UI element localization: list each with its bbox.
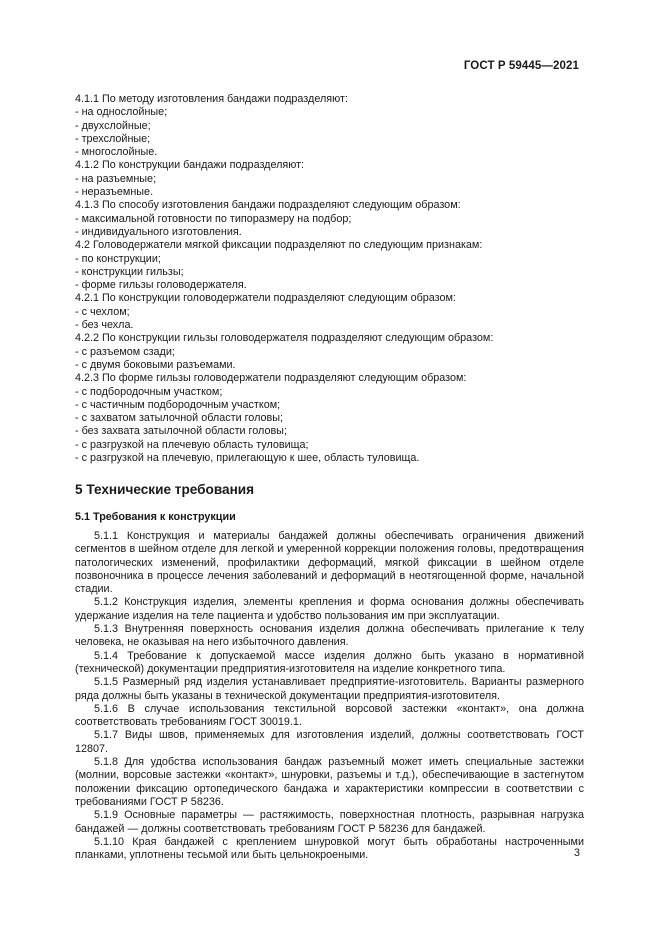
paragraph: 5.1.10 Края бандажей с креплением шнуровкой могут быть обработаны настроченными планками, уплотнены тесьмой или быть цельнокроеными. bbox=[75, 835, 584, 862]
list-line: - максимальной готовности по типоразмеру на подбор; bbox=[75, 212, 352, 225]
list-line: - без чехла. bbox=[75, 319, 134, 332]
list-line: 4.2.1 По конструкции головодержатели подразделяют следующим образом: bbox=[75, 292, 456, 305]
list-line: - неразъемные. bbox=[75, 186, 154, 199]
list-line: - конструкции гильзы; bbox=[75, 265, 184, 278]
list-line: - на разъемные; bbox=[75, 172, 157, 185]
paragraph: 5.1.1 Конструкция и материалы бандажей должны обеспечивать ограничения движений сегментов в шейном отделе для легкой и умеренной коррекции положения головы, предотвращения патологических изменений, профилактики деформаций, мягкой фиксации в шейном отделе позвоночника в процессе лечения заболеваний и деформаций в неотягощенной форме, начальной стадии. bbox=[75, 530, 584, 596]
paragraph: 5.1.5 Размерный ряд изделия устанавливает предприятие-изготовитель. Варианты размерного ряда должны быть указаны в технической документации предприятия-изготовителя. bbox=[75, 676, 584, 702]
list-line: 4.2 Головодержатели мягкой фиксации подразделяют по следующим признакам: bbox=[75, 239, 483, 252]
list-line: - по конструкции; bbox=[75, 252, 161, 265]
paragraph: 5.1.9 Основные параметры — растяжимость, поверхностная плотность, разрывная нагрузка бандажей — должны соответствовать требованиям ГОСТ Р 58236 для бандажей. bbox=[75, 809, 584, 835]
list-line: - с разъемом сзади; bbox=[75, 345, 175, 358]
list-line: 4.1.3 По способу изготовления бандажи подразделяют следующим образом: bbox=[75, 199, 461, 212]
list-line: 4.1.1 По методу изготовления бандажи подразделяют: bbox=[75, 93, 348, 105]
list-line: - с двумя боковыми разъемами. bbox=[75, 358, 236, 371]
list-line: 4.2.2 По конструкции гильзы головодержателя подразделяют следующим образом: bbox=[75, 332, 494, 345]
list-line: - с частичным подбородочным участком; bbox=[75, 398, 281, 411]
list-line: - на однослойные; bbox=[75, 106, 168, 119]
document-header-code: ГОСТ Р 59445—2021 bbox=[463, 60, 579, 72]
paragraph: 5.1.7 Виды швов, применяемых для изготовления изделий, должны соответствовать ГОСТ 12807. bbox=[75, 729, 584, 755]
list-line: - с подбородочным участком; bbox=[75, 385, 223, 398]
list-line: - трехслойные; bbox=[75, 132, 151, 145]
paragraph: 5.1.8 Для удобства использования бандаж разъемный может иметь специальные застежки (молнии, ворсовые застежки «контакт», шнуровки, разъемы и т.д.), обеспечивающие в застегнутом положении фиксацию ортопедического бандажа и характеристики компрессии в соответствии с требованиями ГОСТ Р 58236. bbox=[75, 756, 584, 808]
paragraph: 5.1.3 Внутренняя поверхность основания изделия должна обеспечивать прилегание к телу человека, не оказывая на него избыточного давления. bbox=[75, 623, 584, 649]
paragraph: 5.1.4 Требование к допускаемой массе изделия должно быть указано в нормативной (технической) документации предприятия-изготовителя на изделие конкретного типа. bbox=[75, 649, 584, 675]
paragraph: 5.1.2 Конструкция изделия, элементы крепления и форма основания должны обеспечивать удержание изделия на теле пациента и удобство пользования им при эксплуатации. bbox=[75, 596, 584, 622]
list-line: - с разгрузкой на плечевую область туловища; bbox=[75, 438, 309, 451]
list-line: - форме гильзы головодержателя. bbox=[75, 279, 247, 292]
list-line: 4.2.3 По форме гильзы головодержатели подразделяют следующим образом: bbox=[75, 372, 467, 385]
list-line: - многослойные. bbox=[75, 146, 158, 159]
list-line: - без захвата затылочной области головы; bbox=[75, 425, 287, 438]
paragraph: 5.1.6 В случае использования текстильной ворсовой застежки «контакт», она должна соответствовать требованиям ГОСТ 30019.1. bbox=[75, 702, 584, 729]
page-number: 3 bbox=[573, 847, 580, 859]
list-line: - двухслойные; bbox=[75, 119, 151, 132]
classification-list bbox=[75, 93, 585, 465]
list-line: - с захватом затылочной области головы; bbox=[75, 412, 283, 425]
list-line: - индивидуального изготовления. bbox=[75, 225, 242, 238]
list-line: - с разгрузкой на плечевую, прилегающую к шее, область туловища. bbox=[75, 452, 420, 465]
list-line: - с чехлом; bbox=[75, 305, 130, 318]
section-title: 5 Технические требования bbox=[75, 482, 255, 497]
list-line: 4.1.2 По конструкции бандажи подразделяют: bbox=[75, 159, 305, 172]
requirements-paragraphs bbox=[75, 530, 584, 862]
subsection-title: 5.1 Требования к конструкции bbox=[75, 511, 236, 523]
